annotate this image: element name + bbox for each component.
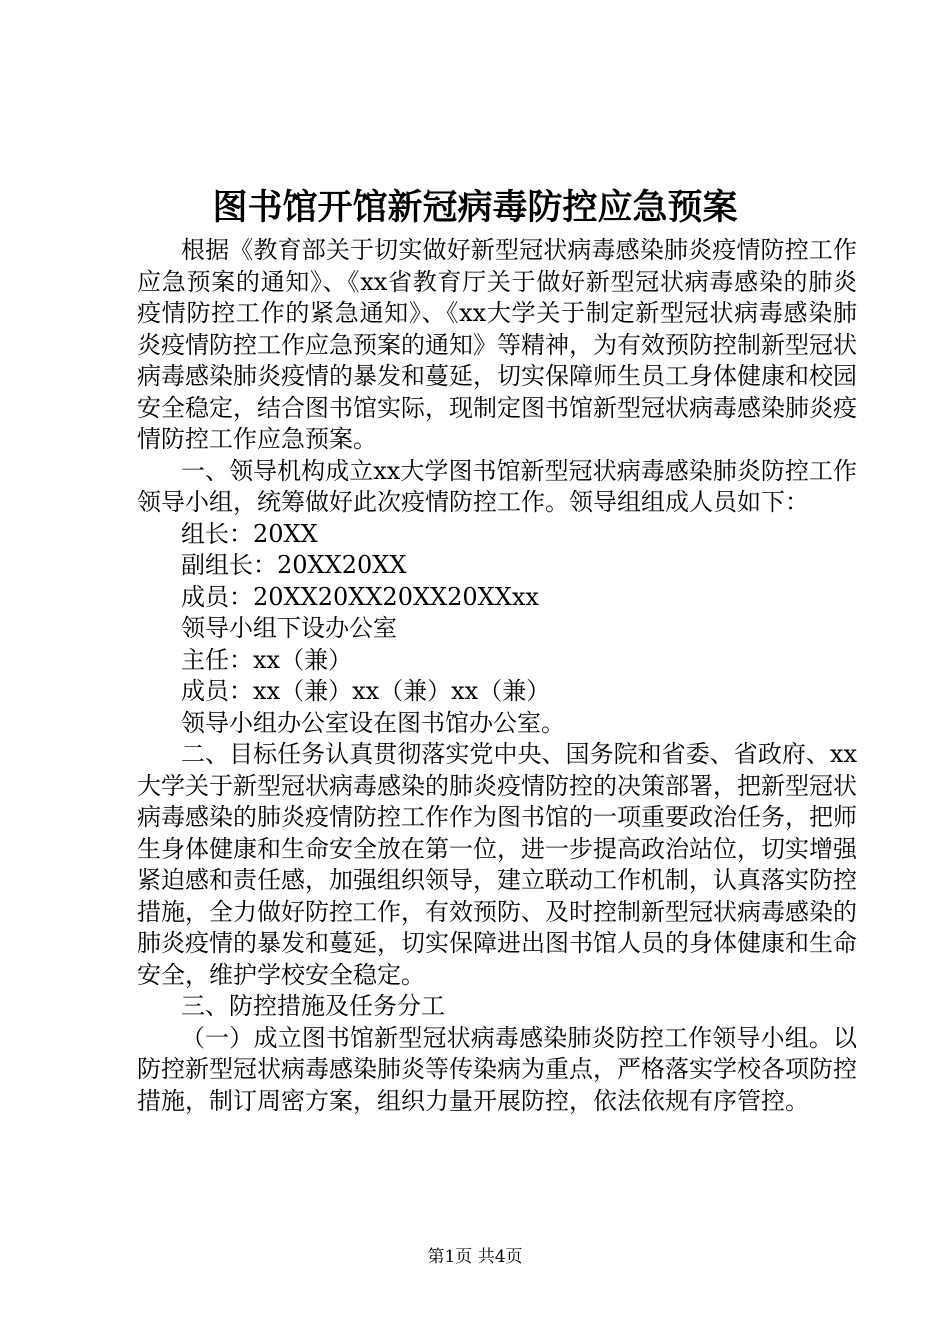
office-members-line: 成员：xx（兼）xx（兼）xx（兼） (181, 677, 551, 705)
intro-paragraph: 根据《教育部关于切实做好新型冠状病毒感染肺炎疫情防控工作应急预案的通知》、《xx省教育厅关于做好新型冠状病毒感染的肺炎疫情防控工作的紧急通知》、《xx大学关于制定新型冠状病毒感染肺炎疫情防控工作应急预案的通知》等精神，为有效预防控制新型冠状病毒感染肺炎疫情的暴发和蔓延，切实保障师生员工身体健康和校园安全稳定，结合图书馆实际，现制定图书馆新型冠状病毒感染肺炎疫情防控工作应急预案。 (137, 236, 857, 453)
document-title: 图书馆开馆新冠病毒防控应急预案 (212, 188, 738, 228)
director-line: 主任：xx（兼） (181, 645, 353, 674)
office-line: 领导小组下设办公室 (181, 614, 397, 642)
office-location-line: 领导小组办公室设在图书馆办公室。 (181, 708, 565, 737)
page-footer: 第1页 共4页 (427, 1247, 523, 1267)
section-two-paragraph: 二、目标任务认真贯彻落实党中央、国务院和省委、省政府、xx大学关于新型冠状病毒感染的肺炎疫情防控的决策部署，把新型冠状病毒感染的肺炎疫情防控工作作为图书馆的一项重要政治任务，把师生身体健康和生命安全放在第一位，进一步提高政治站位，切实增强紧迫感和责任感，加强组织领导，建立联动工作机制，认真落实防控措施，全力做好防控工作，有效预防、及时控制新型冠状病毒感染的肺炎疫情的暴发和蔓延，切实保障进出图书馆人员的身体健康和生命安全，维护学校安全稳定。 (137, 740, 857, 989)
subsection-one-paragraph: （一）成立图书馆新型冠状病毒感染肺炎防控工作领导小组。以防控新型冠状病毒感染肺炎等传染病为重点，严格落实学校各项防控措施，制订周密方案，组织力量开展防控，依法依规有序管控。 (137, 1023, 857, 1115)
group-leader-line: 组长：20XX (181, 519, 318, 548)
section-one-heading-paragraph: 一、领导机构成立xx大学图书馆新型冠状病毒感染肺炎防控工作领导小组，统筹做好此次疫情防控工作。领导组组成人员如下： (137, 456, 857, 516)
document-body (137, 235, 857, 1117)
members-line: 成员：20XX20XX20XX20XXxx (181, 582, 539, 611)
section-three-heading: 三、防控措施及任务分工 (181, 992, 445, 1020)
deputy-leader-line: 副组长：20XX20XX (181, 551, 407, 579)
